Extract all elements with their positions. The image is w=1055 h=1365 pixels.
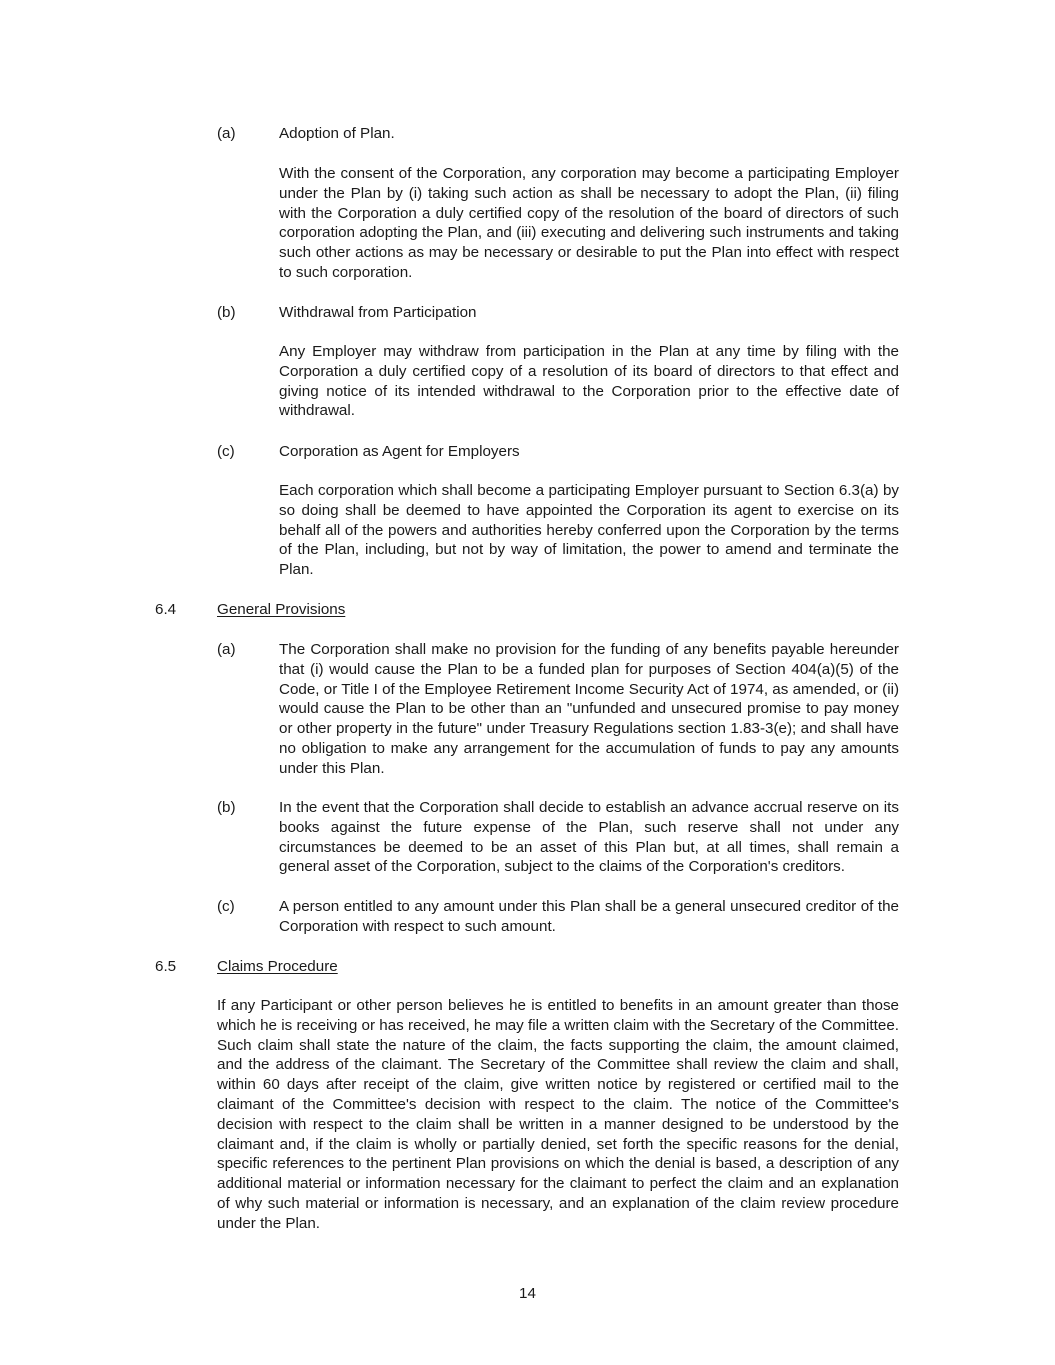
section-number-6-4: 6.4 bbox=[155, 601, 177, 618]
item-body-6-3-a: With the consent of the Corporation, any corporation may become a participating Employer under the Plan by (i) taking such action as shall be necessary to adopt the Plan, (ii) filing with the Corporation a duly certified copy of the resolution of the board of directors of such corporation adopting the Plan, and (iii) executing and delivering such instruments and taking such other actions as may be necessary or desirable to put the Plan into effect with respect to such corporation. bbox=[279, 165, 899, 281]
item-label-6-3-b: (b) bbox=[217, 304, 236, 321]
item-body-6-4-b: In the event that the Corporation shall decide to establish an advance accrual reserve on its books against the future expense of the Plan, such reserve shall not under any circumstances be deemed to be an asset of this Plan but, at all times, shall remain a general asset of the Corporation, subject to the claims of the Corporation's creditors. bbox=[279, 799, 899, 876]
section-body-6-5: If any Participant or other person believes he is entitled to benefits in an amount greater than those which he is receiving or has received, he may file a written claim with the Secretary of the Committee. Such claim shall state the nature of the claim, the facts supporting the claim, the amount claimed, and the address of the claimant. The Secretary of the Committee shall review the claim and shall, within 60 days after receipt of the claim, give written notice by registered or certified mail to the claimant of the Committee's decision with respect to the claim. The notice of the Committee's decision with respect to the claim shall be written in a manner designed to be understood by the claimant and, if the claim is wholly or partially denied, set forth the specific reasons for the denial, specific references to the pertinent Plan provisions on which the denial is based, a description of any additional material or information necessary for the claimant to perfect the claim and an explanation of why such material or information is necessary, and an explanation of the claim review procedure under the Plan. bbox=[217, 997, 899, 1232]
item-heading-6-3-a: Adoption of Plan. bbox=[279, 125, 395, 142]
item-body-6-3-c: Each corporation which shall become a participating Employer pursuant to Section 6.3(a) by so doing shall be deemed to have appointed the Corporation its agent to exercise on its behalf all of the powers and authorities hereby conferred upon the Corporation by the terms of the Plan, including, but not by way of limitation, the power to amend and terminate the Plan. bbox=[279, 482, 899, 579]
page-number: 14 bbox=[519, 1285, 536, 1302]
section-number-6-5: 6.5 bbox=[155, 958, 177, 975]
item-heading-6-3-c: Corporation as Agent for Employers bbox=[279, 443, 520, 460]
item-label-6-3-a: (a) bbox=[217, 125, 236, 142]
item-label-6-4-c: (c) bbox=[217, 898, 235, 915]
item-body-6-3-b: Any Employer may withdraw from participation in the Plan at any time by filing with the Corporation a duly certified copy of a resolution of its board of directors to that effect and giving notice of its intended withdrawal to the Corporation prior to the effective date of withdrawal. bbox=[279, 343, 899, 420]
item-heading-6-3-b: Withdrawal from Participation bbox=[279, 304, 477, 321]
item-body-6-4-a: The Corporation shall make no provision for the funding of any benefits payable hereunder that (i) would cause the Plan to be a funded plan for purposes of Section 404(a)(5) of the Code, or Title I of the Employee Retirement Income Security Act of 1974, as amended, or (ii) would cause the Plan to be other than an "unfunded and unsecured promise to pay money or other property in the future" under Treasury Regulations section 1.83-3(e); and shall have no obligation to make any arrangement for the accumulation of funds to pay any amounts under this Plan. bbox=[279, 641, 899, 777]
section-title-6-4: General Provisions bbox=[217, 601, 346, 618]
item-label-6-3-c: (c) bbox=[217, 443, 235, 460]
item-label-6-4-b: (b) bbox=[217, 799, 236, 816]
section-title-6-5: Claims Procedure bbox=[217, 958, 338, 975]
item-body-6-4-c: A person entitled to any amount under this Plan shall be a general unsecured creditor of the Corporation with respect to such amount. bbox=[279, 898, 899, 935]
item-label-6-4-a: (a) bbox=[217, 641, 236, 658]
